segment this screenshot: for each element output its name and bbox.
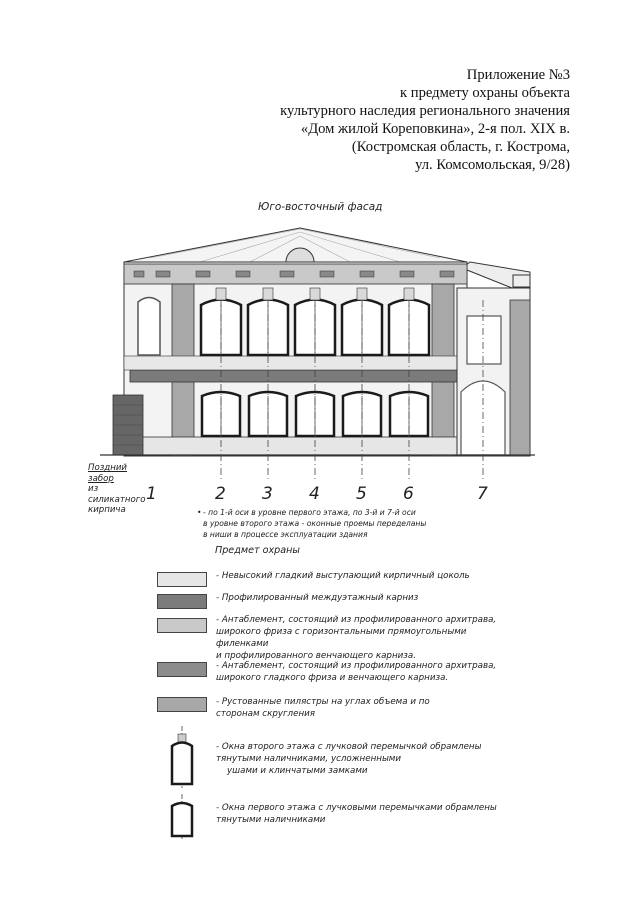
- legend-line: широкого гладкого фриза и венчающего карниза.: [216, 673, 449, 683]
- legend-line: широкого фриза с горизонтальными прямоугольными филенками: [216, 627, 467, 649]
- axis-label: 2: [215, 484, 226, 504]
- legend-text: [216, 592, 506, 604]
- niche-axis-1-upper: [138, 298, 160, 356]
- legend-line: - Окна второго этажа с лучковой перемычкой обрамлены: [216, 742, 482, 752]
- chimney: [513, 275, 530, 287]
- legend-heading: Предмет охраны: [215, 545, 300, 556]
- header-line: (Костромская область, г. Кострома,: [351, 139, 570, 155]
- swatch-pilasters: [157, 697, 207, 712]
- swatch-entablature-plain: [157, 662, 207, 677]
- fence-note-line: кирпича: [88, 505, 126, 515]
- header-line: «Дом жилой Кореповкина», 2-я пол. XIX в.: [300, 121, 570, 137]
- footnote-line: в ниши в процессе эксплуатации здания: [203, 529, 368, 539]
- fence-note-line: из: [88, 484, 99, 494]
- legend-line: тянутыми наличниками: [216, 815, 326, 825]
- axis-label: 4: [309, 484, 320, 504]
- fence-note: [88, 463, 148, 516]
- swatch-cornice: [157, 594, 207, 609]
- footnote-bullet: •: [197, 508, 202, 517]
- legend-line: - Невысокий гладкий выступающий кирпичный цоколь: [216, 571, 470, 581]
- legend-line: - Окна первого этажа с лучковыми перемычками обрамлены: [216, 803, 497, 813]
- facade-title: Юго-восточный фасад: [258, 201, 383, 213]
- legend-text: [216, 741, 506, 777]
- legend-line: - Антаблемент, состоящий из профилированного архитрава,: [216, 661, 497, 671]
- footnote-line: в уровне второго этажа - оконные проемы переделаны: [203, 518, 427, 528]
- header-line: культурного наследия регионального значения: [280, 103, 570, 119]
- axis-label: 3: [262, 484, 273, 504]
- first-floor-window-icon: [169, 794, 195, 840]
- footnote: [197, 508, 453, 540]
- header-line: ул. Комсомольская, 9/28): [415, 157, 570, 173]
- plinth: [124, 437, 467, 455]
- fence-note-line: Поздний забор: [88, 463, 128, 484]
- legend-line: - Рустованные пилястры на углах объема и по: [216, 697, 430, 707]
- sill-band: [124, 356, 467, 370]
- legend-line: сторонам скругления: [216, 709, 315, 719]
- entablature: [124, 264, 467, 284]
- legend-line: - Антаблемент, состоящий из профилированного архитрава,: [216, 615, 497, 625]
- legend-line: - Профилированный междуэтажный карниз: [216, 593, 419, 603]
- fence-note-line: силикатного: [88, 494, 146, 505]
- legend-line: и профилированного венчающего карниза.: [216, 651, 416, 661]
- annex-niche-upper: [467, 316, 501, 364]
- axis-label: 6: [403, 484, 414, 504]
- second-floor-window-icon: [169, 726, 195, 788]
- footnote-line: - по 1-й оси в уровне первого этажа, по 3-й и 7-й оси: [203, 508, 416, 517]
- legend-text: [216, 802, 506, 826]
- swatch-plinth: [157, 572, 207, 587]
- axis-label: 5: [356, 484, 367, 504]
- axis-label: 7: [477, 484, 488, 504]
- header-line: к предмету охраны объекта: [400, 85, 570, 101]
- legend-line: тянутыми наличниками, усложненными: [216, 754, 401, 764]
- swatch-entablature: [157, 618, 207, 633]
- axis-label: 1: [146, 484, 157, 504]
- legend-line: ушами и клинчатыми замками: [216, 766, 368, 776]
- header-line: Приложение №3: [466, 67, 570, 83]
- legend-text: [216, 614, 506, 662]
- annex-pilaster: [510, 300, 530, 456]
- legend-text: [216, 696, 506, 720]
- legend-text: [216, 570, 506, 582]
- legend-text: [216, 660, 506, 684]
